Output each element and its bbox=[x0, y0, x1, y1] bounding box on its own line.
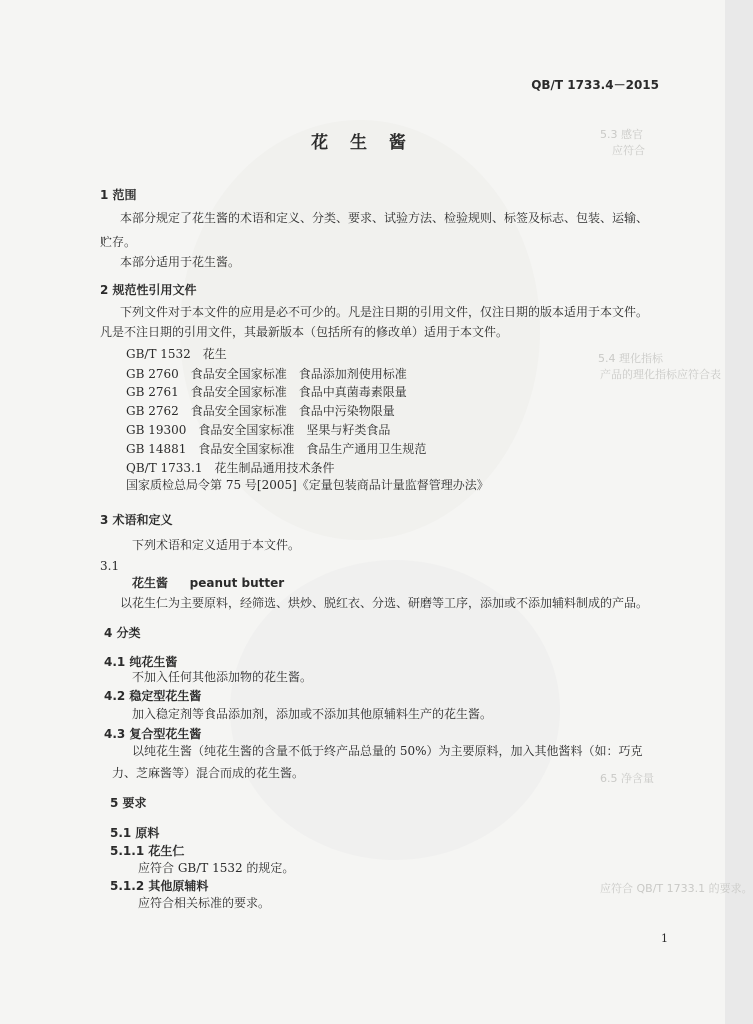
show-through-text: 5.4 理化指标 bbox=[598, 352, 663, 365]
reference-item: GB 2761 食品安全国家标准 食品中真菌毒素限量 bbox=[126, 385, 407, 399]
reference-item: GB 19300 食品安全国家标准 坚果与籽类食品 bbox=[126, 423, 391, 437]
paragraph-line: 贮存。 bbox=[100, 235, 137, 249]
paragraph-line: 本部分规定了花生酱的术语和定义、分类、要求、试验方法、检验规则、标签及标志、包装、运输、 bbox=[120, 211, 649, 225]
standard-code: QB/T 1733.4－2015 bbox=[531, 78, 659, 92]
reference-item: QB/T 1733.1 花生制品通用技术条件 bbox=[126, 461, 335, 475]
paragraph: 不加入任何其他添加物的花生酱。 bbox=[132, 670, 313, 684]
subsection-heading: 5.1 原料 bbox=[110, 826, 160, 840]
reference-item: GB 2760 食品安全国家标准 食品添加剂使用标准 bbox=[126, 367, 407, 381]
reference-item: GB 2762 食品安全国家标准 食品中污染物限量 bbox=[126, 404, 395, 418]
paragraph-line: 凡是不注日期的引用文件，其最新版本（包括所有的修改单）适用于本文件。 bbox=[100, 325, 509, 339]
paragraph: 下列术语和定义适用于本文件。 bbox=[132, 538, 301, 552]
paragraph: 应符合相关标准的要求。 bbox=[138, 896, 271, 910]
paragraph: 应符合 GB/T 1532 的规定。 bbox=[138, 861, 295, 875]
paragraph: 本部分适用于花生酱。 bbox=[120, 255, 241, 269]
section-heading: 3 术语和定义 bbox=[100, 513, 173, 527]
show-through-text: 应符合 QB/T 1733.1 的要求。 bbox=[600, 882, 753, 895]
paragraph-line: 下列文件对于本文件的应用是必不可少的。凡是注日期的引用文件，仅注日期的版本适用于本文件。 bbox=[120, 305, 649, 319]
reference-item: GB/T 1532 花生 bbox=[126, 347, 227, 361]
paragraph-line: 力、芝麻酱等）混合而成的花生酱。 bbox=[112, 766, 305, 780]
term-definition bbox=[120, 585, 648, 611]
subsection-heading: 4.2 稳定型花生酱 bbox=[104, 689, 202, 703]
subsection-heading: 5.1.1 花生仁 bbox=[110, 844, 185, 858]
section-heading: 4 分类 bbox=[104, 626, 141, 640]
section-heading: 5 要求 bbox=[110, 796, 147, 810]
clause-number: 3.1 bbox=[100, 559, 120, 573]
reference-item: GB 14881 食品安全国家标准 食品生产通用卫生规范 bbox=[126, 442, 427, 456]
paragraph: 加入稳定剂等食品添加剂，添加或不添加其他原辅料生产的花生酱。 bbox=[132, 707, 493, 721]
term-english: peanut butter bbox=[189, 576, 285, 590]
show-through-text: 5.3 感官 bbox=[600, 128, 643, 141]
subsection-heading: 4.1 纯花生酱 bbox=[104, 655, 178, 669]
term-chinese: 花生酱 bbox=[132, 576, 169, 590]
paragraph-line: 以纯花生酱（纯花生酱的含量不低于终产品总量的 50%）为主要原料，加入其他酱料（如：巧克 bbox=[132, 744, 643, 758]
reference-item: 国家质检总局令第 75 号[2005]《定量包装商品计量监督管理办法》 bbox=[126, 478, 489, 492]
page-number: 1 bbox=[661, 932, 668, 945]
section-heading: 2 规范性引用文件 bbox=[100, 283, 197, 297]
term-definition-text: 以花生仁为主要原料，经筛选、烘炒、脱红衣、分选、研磨等工序，添加或不添加辅料制成的产品。 bbox=[120, 596, 649, 610]
show-through-text: 6.5 净含量 bbox=[600, 772, 654, 785]
subsection-heading: 5.1.2 其他原辅料 bbox=[110, 879, 209, 893]
show-through-text: 产品的理化指标应符合表 bbox=[600, 368, 721, 381]
document-title: 花 生 酱 bbox=[311, 133, 414, 153]
section-heading: 1 范围 bbox=[100, 188, 137, 202]
subsection-heading: 4.3 复合型花生酱 bbox=[104, 727, 202, 741]
show-through-text: 应符合 bbox=[612, 144, 645, 157]
